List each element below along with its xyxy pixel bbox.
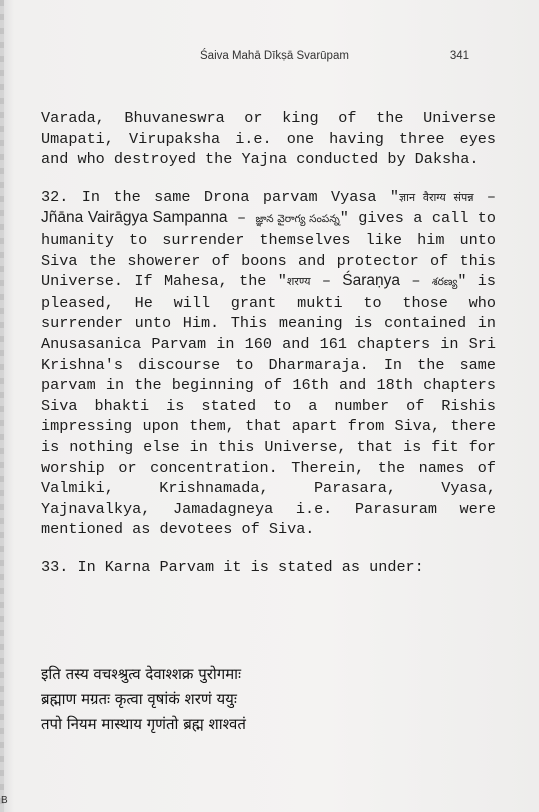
body-text (41, 108, 496, 577)
devanagari-term-jnana: ज्ञान वैराग्य संपन्न (399, 190, 474, 204)
page-edge (0, 0, 4, 812)
paragraph-33: 33. In Karna Parvam it is stated as under: (41, 557, 424, 576)
verse-line-3: तपो नियम मास्थाय गृणंतो ब्रह्म शाश्वतं (41, 715, 246, 733)
transliteration-saranya: Śaraṇya (342, 272, 401, 290)
dash: – (310, 272, 343, 291)
dash: – (400, 272, 432, 291)
transliteration-jnana: Jñāna Vairāgya Sampanna (41, 209, 228, 227)
p32-lead: 32. In the same Drona parvam Vyasa " (41, 187, 400, 206)
paragraph-1: Varada, Bhuvaneswra or king of the Universe Umapati, Virupaksha i.e. one having three eyes and who destroyed the Yajna conducted by Daksha. (41, 109, 496, 169)
page-number: 341 (449, 50, 469, 62)
dash: – (473, 187, 497, 206)
corner-mark: B (1, 795, 8, 806)
p32-text: " gives a call to humanity to surrender themselves like him unto Siva the showerer of boons and protector of this Universe. If Mahesa, the " (41, 209, 496, 291)
verse-line-1: इति तस्य वचश्श्रुत्व देवाश्शक्र पुरोगमाः (41, 665, 242, 683)
dash: – (227, 209, 256, 228)
telugu-term-saranya: శరణ్య (431, 276, 458, 289)
running-title: Śaiva Mahā Dīkṣā Svarūpam (200, 50, 349, 62)
telugu-term-jnana: జ్ఞాన వైరాగ్య సంపన్న (255, 213, 340, 226)
paragraph-32 (41, 187, 496, 540)
sanskrit-verse (41, 662, 511, 737)
verse-line-2: ब्रह्माण मग्रतः कृत्वा वृषांकं शरणं ययुः (41, 690, 237, 708)
devanagari-term-saranya: शरण्य (286, 275, 311, 289)
p32-text-2: " is pleased, He will grant mukti to those who surrender unto Him. This meaning is contained in Anusasanica Parvam in 160 and 161 chapters in Sri Krishna's discourse to Dharmaraja. In the same parvam in the beginning of 16th and 18th chapters Siva bhakti is stated to a number of Rishis impressing upon them, that apart from Siva, there is nothing else in this Universe, that is fit for worship or concentration. Therein, the names of Valmiki, Krishnamada, Parasara, Vyasa, Yajnavalkya, Jamadagneya i.e. Parasuram were mentioned as devotees of Siva. (41, 272, 497, 539)
